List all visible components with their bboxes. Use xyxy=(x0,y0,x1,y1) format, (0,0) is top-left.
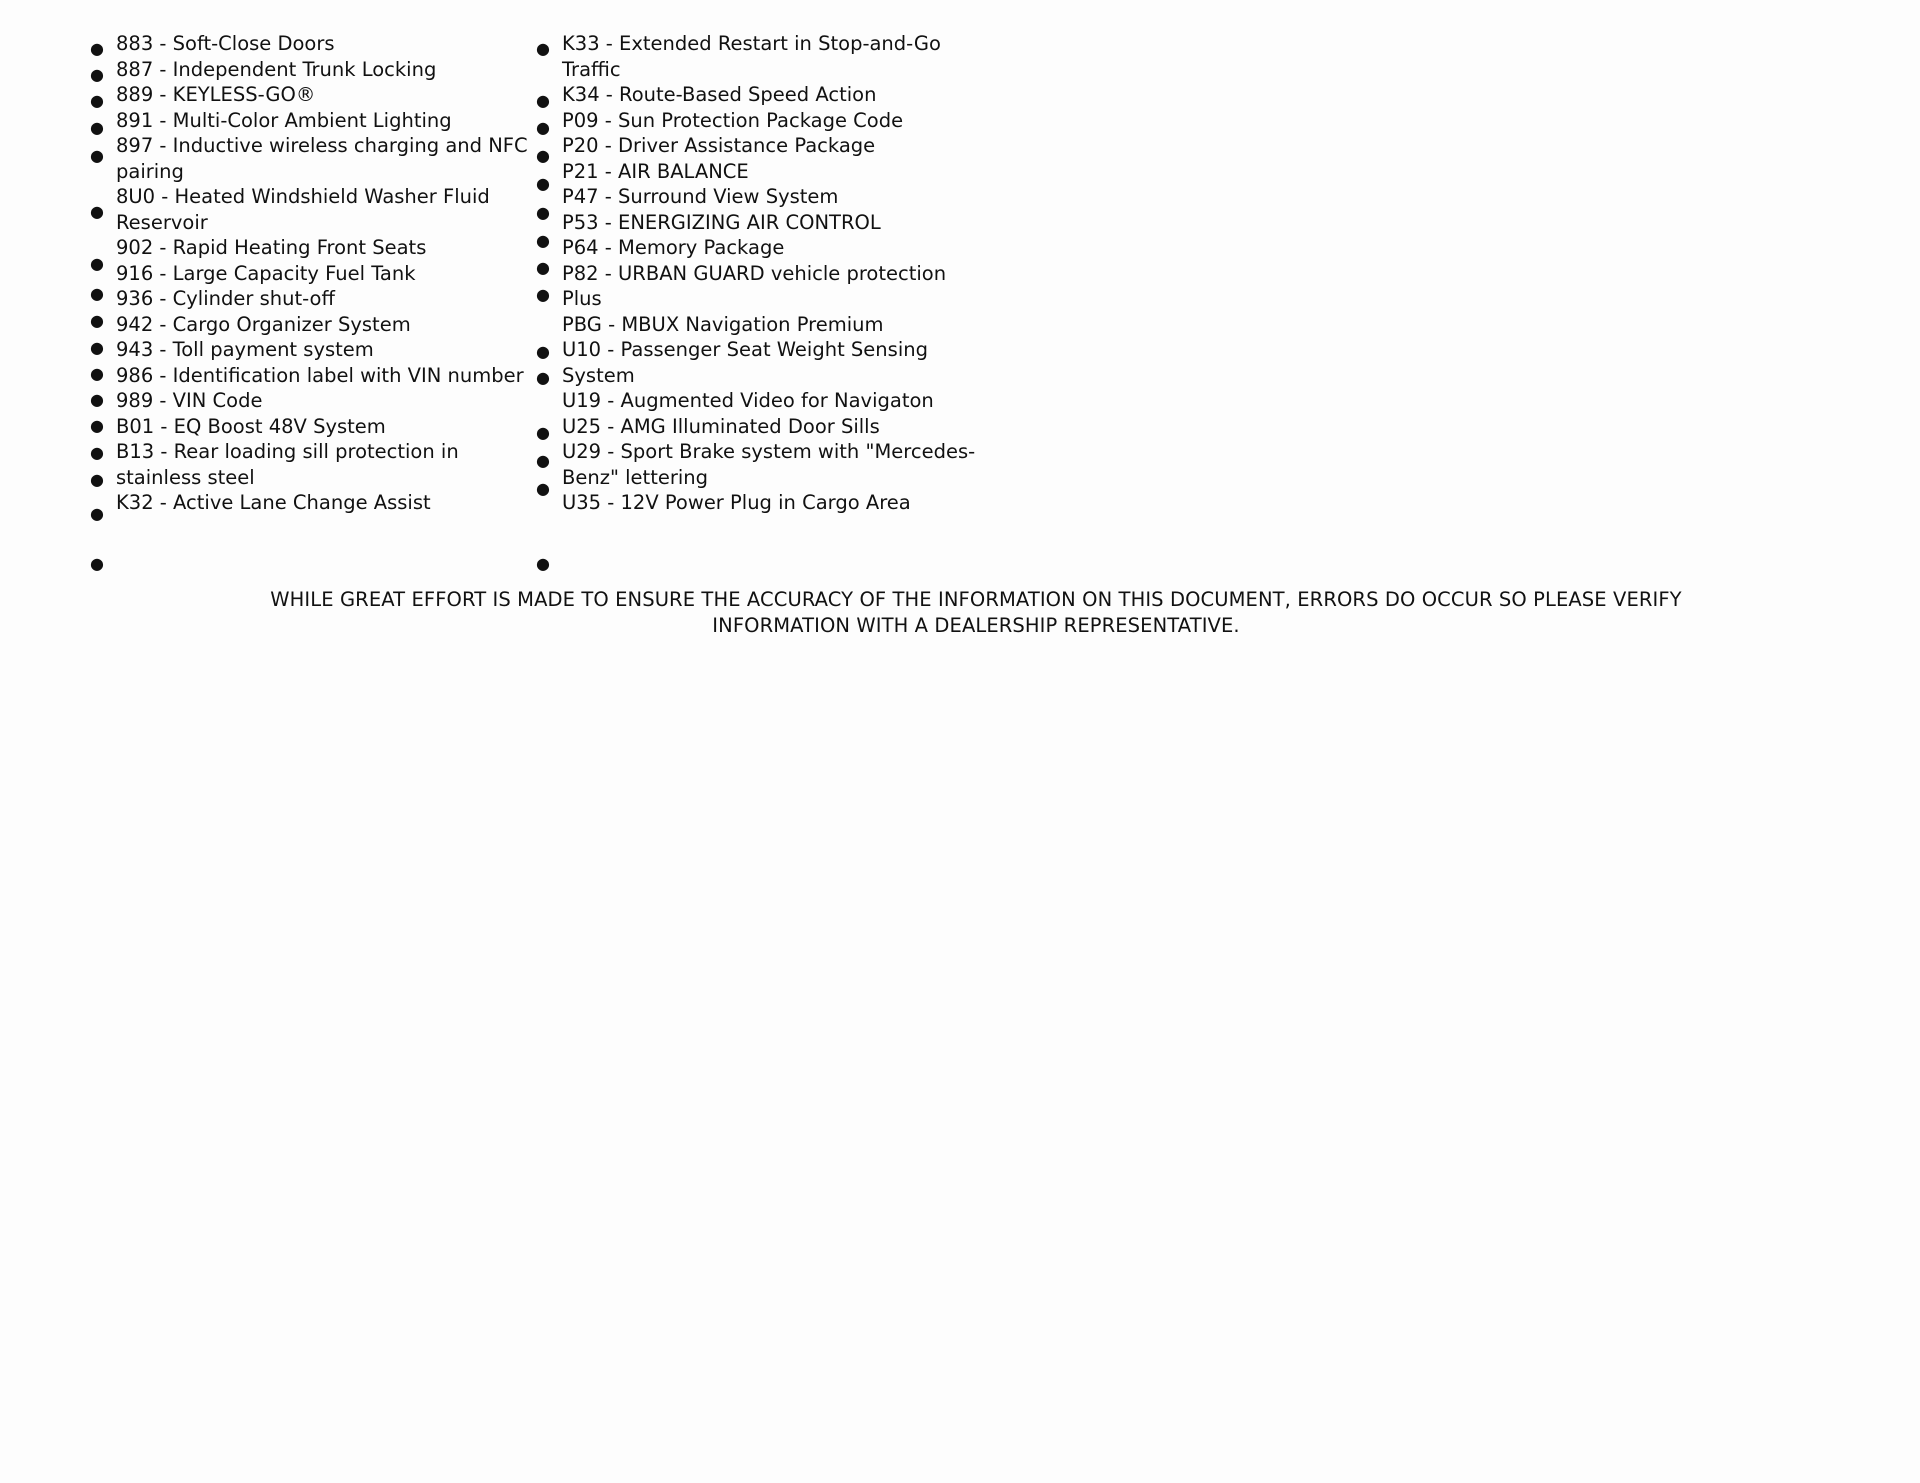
list-item: 942 - Cargo Organizer System xyxy=(116,312,411,336)
list-item: P21 - AIR BALANCE xyxy=(562,159,749,183)
bullet-icon: ● xyxy=(90,311,104,330)
list-item: U25 - AMG Illuminated Door Sills xyxy=(562,414,880,438)
bullet-icon: ● xyxy=(536,368,550,387)
disclaimer-line: INFORMATION WITH A DEALERSHIP REPRESENTATIVE. xyxy=(712,613,1240,637)
list-item: U35 - 12V Power Plug in Cargo Area xyxy=(562,491,911,514)
bullet-icon: ● xyxy=(536,423,550,442)
list-item: U10 - Passenger Seat Weight Sensing xyxy=(562,338,928,361)
bullet-icon: ● xyxy=(90,390,104,409)
list-item: K34 - Route-Based Speed Action xyxy=(562,83,877,106)
list-item: B01 - EQ Boost 48V System xyxy=(116,414,386,438)
list-item: pairing xyxy=(116,159,184,183)
bullet-icon: ● xyxy=(536,342,550,361)
bullet-icon: ● xyxy=(536,231,550,250)
list-item: 889 - KEYLESS-GO® xyxy=(116,83,316,106)
bullet-icon: ● xyxy=(536,203,550,222)
bullet-icon: ● xyxy=(536,285,550,304)
list-item: System xyxy=(562,363,635,387)
list-item: Plus xyxy=(562,287,602,310)
list-item: P82 - URBAN GUARD vehicle protection xyxy=(562,261,947,285)
bullet-icon: ● xyxy=(90,470,104,489)
options-list-right xyxy=(562,31,976,516)
bullet-icon: ● xyxy=(90,554,104,573)
list-item: Reservoir xyxy=(116,210,208,234)
options-list-left xyxy=(116,31,536,516)
bullet-icon: ● xyxy=(536,91,550,110)
list-item: Benz" lettering xyxy=(562,465,709,489)
list-item: 887 - Independent Trunk Locking xyxy=(116,57,437,81)
bullet-icon: ● xyxy=(90,91,104,110)
bullet-icon: ● xyxy=(90,254,104,273)
bullet-icon: ● xyxy=(90,118,104,137)
bullet-icon: ● xyxy=(90,39,104,58)
bullet-icon: ● xyxy=(536,174,550,193)
list-item: P64 - Memory Package xyxy=(562,236,785,259)
disclaimer-line: WHILE GREAT EFFORT IS MADE TO ENSURE THE ACCURACY OF THE INFORMATION ON THIS DOCUMENT, ERRORS DO OCCUR SO PLEASE VERIFY xyxy=(270,588,1682,611)
list-item: P20 - Driver Assistance Package xyxy=(562,134,876,157)
list-item: U29 - Sport Brake system with "Mercedes- xyxy=(562,440,976,463)
list-item: 891 - Multi-Color Ambient Lighting xyxy=(116,108,452,132)
list-item: 897 - Inductive wireless charging and NFC xyxy=(116,134,528,157)
list-item: 986 - Identification label with VIN number xyxy=(116,363,524,387)
list-item: stainless steel xyxy=(116,465,255,489)
disclaimer xyxy=(200,587,1752,638)
bullet-icon: ● xyxy=(90,146,104,165)
list-item: 989 - VIN Code xyxy=(116,389,263,412)
bullet-icon: ● xyxy=(90,364,104,383)
bullet-icon: ● xyxy=(90,443,104,462)
list-item: P53 - ENERGIZING AIR CONTROL xyxy=(562,210,881,234)
bullet-icon: ● xyxy=(90,504,104,523)
bullet-icon: ● xyxy=(536,451,550,470)
bullet-icon: ● xyxy=(536,39,550,58)
list-item: PBG - MBUX Navigation Premium xyxy=(562,312,884,336)
list-item: 8U0 - Heated Windshield Washer Fluid xyxy=(116,185,490,208)
list-item: 902 - Rapid Heating Front Seats xyxy=(116,236,427,259)
list-item: 916 - Large Capacity Fuel Tank xyxy=(116,261,416,285)
list-item: 943 - Toll payment system xyxy=(116,338,374,361)
bullet-icon: ● xyxy=(536,258,550,277)
bullet-icon: ● xyxy=(536,146,550,165)
list-item: U19 - Augmented Video for Navigaton xyxy=(562,389,934,412)
bullet-icon: ● xyxy=(536,479,550,498)
list-item: K33 - Extended Restart in Stop-and-Go xyxy=(562,32,941,55)
bullet-icon: ● xyxy=(90,338,104,357)
list-item: K32 - Active Lane Change Assist xyxy=(116,491,431,514)
bullet-icon: ● xyxy=(90,284,104,303)
bullet-icon: ● xyxy=(90,65,104,84)
bullet-icon: ● xyxy=(90,416,104,435)
list-item: P47 - Surround View System xyxy=(562,185,839,208)
bullet-icon: ● xyxy=(536,554,550,573)
list-item: Traffic xyxy=(562,57,621,81)
list-item: B13 - Rear loading sill protection in xyxy=(116,440,459,463)
bullet-icon: ● xyxy=(90,202,104,221)
list-item: 936 - Cylinder shut-off xyxy=(116,287,335,310)
bullet-icon: ● xyxy=(536,118,550,137)
list-item: P09 - Sun Protection Package Code xyxy=(562,108,904,132)
list-item: 883 - Soft-Close Doors xyxy=(116,32,335,55)
